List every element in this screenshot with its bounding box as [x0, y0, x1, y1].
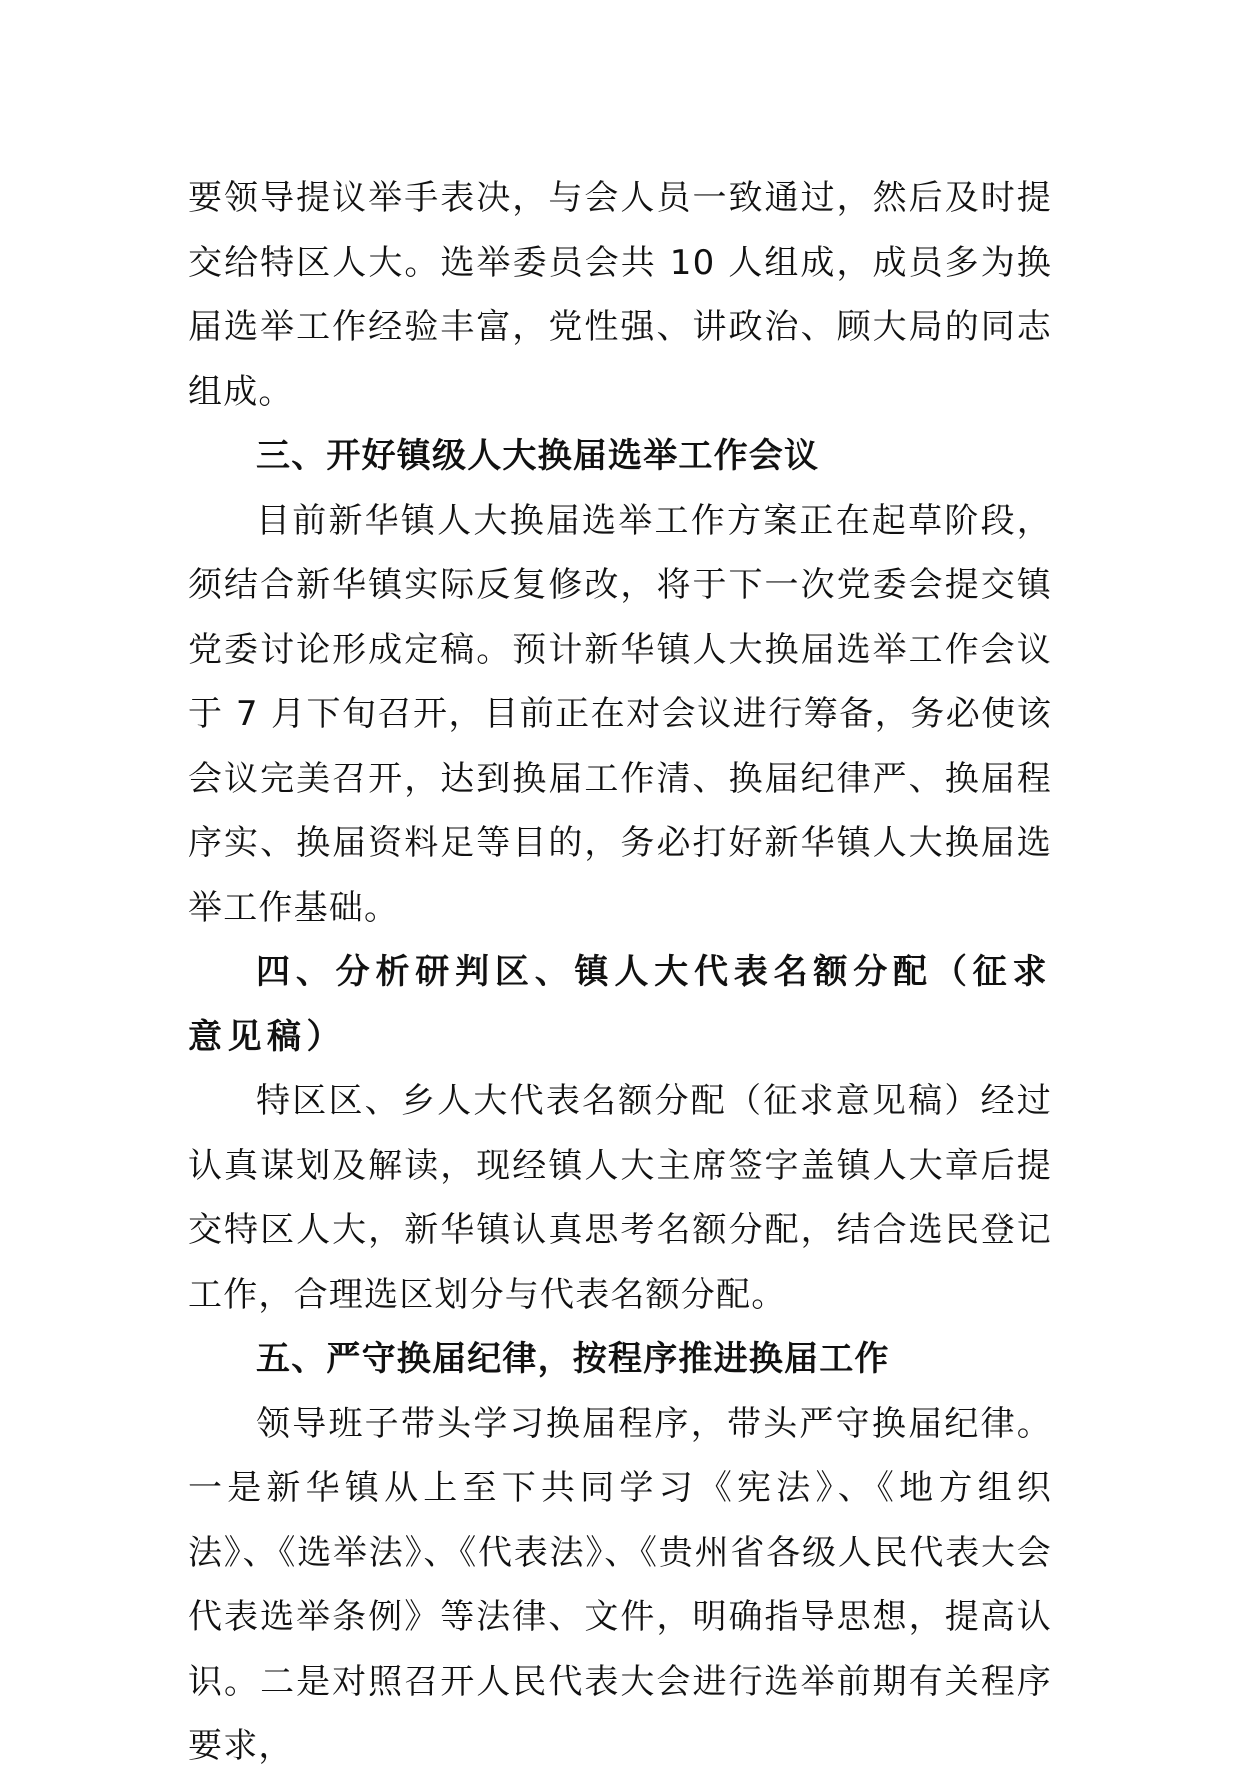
- paragraph-quota-allocation: 特区区、乡人大代表名额分配（征求意见稿）经过认真谋划及解读，现经镇人大主席签字盖镇人大章后提交特区人大，新华镇认真思考名额分配，结合选民登记工作，合理选区划分与代表名额分配。: [188, 1081, 1052, 1315]
- document-body: [188, 166, 1052, 1779]
- heading-section-three: 三、开好镇级人大换届选举工作会议: [256, 436, 820, 476]
- heading-section-five: 五、严守换届纪律，按程序推进换届工作: [256, 1339, 890, 1379]
- paragraph-committee-approval: 要领导提议举手表决，与会人员一致通过，然后及时提交给特区人大。选举委员会共 10 人组成，成员多为换届选举工作经验丰富，党性强、讲政治、顾大局的同志组成。: [188, 178, 1052, 412]
- paragraph-election-discipline: 领导班子带头学习换届程序，带头严守换届纪律。一是新华镇从上至下共同学习《宪法》、《地方组织法》、《选举法》、《代表法》、《贵州省各级人民代表大会代表选举条例》等法律、文件，明确指导思想，提高认识。二是对照召开人民代表大会进行选举前期有关程序要求，: [188, 1403, 1052, 1766]
- paragraph-election-meeting: 目前新华镇人大换届选举工作方案正在起草阶段，须结合新华镇实际反复修改，将于下一次党委会提交镇党委讨论形成定稿。预计新华镇人大换届选举工作会议于 7 月下旬召开，目前正在对会议进行筹备，务必使该会议完美召开，达到换届工作清、换届纪律严、换届程序实、换届资料足等目的，务必打好新华镇人大换届选举工作基础。: [188, 500, 1052, 928]
- heading-section-four: 四、分析研判区、镇人大代表名额分配（征求意见稿）: [188, 952, 1052, 1057]
